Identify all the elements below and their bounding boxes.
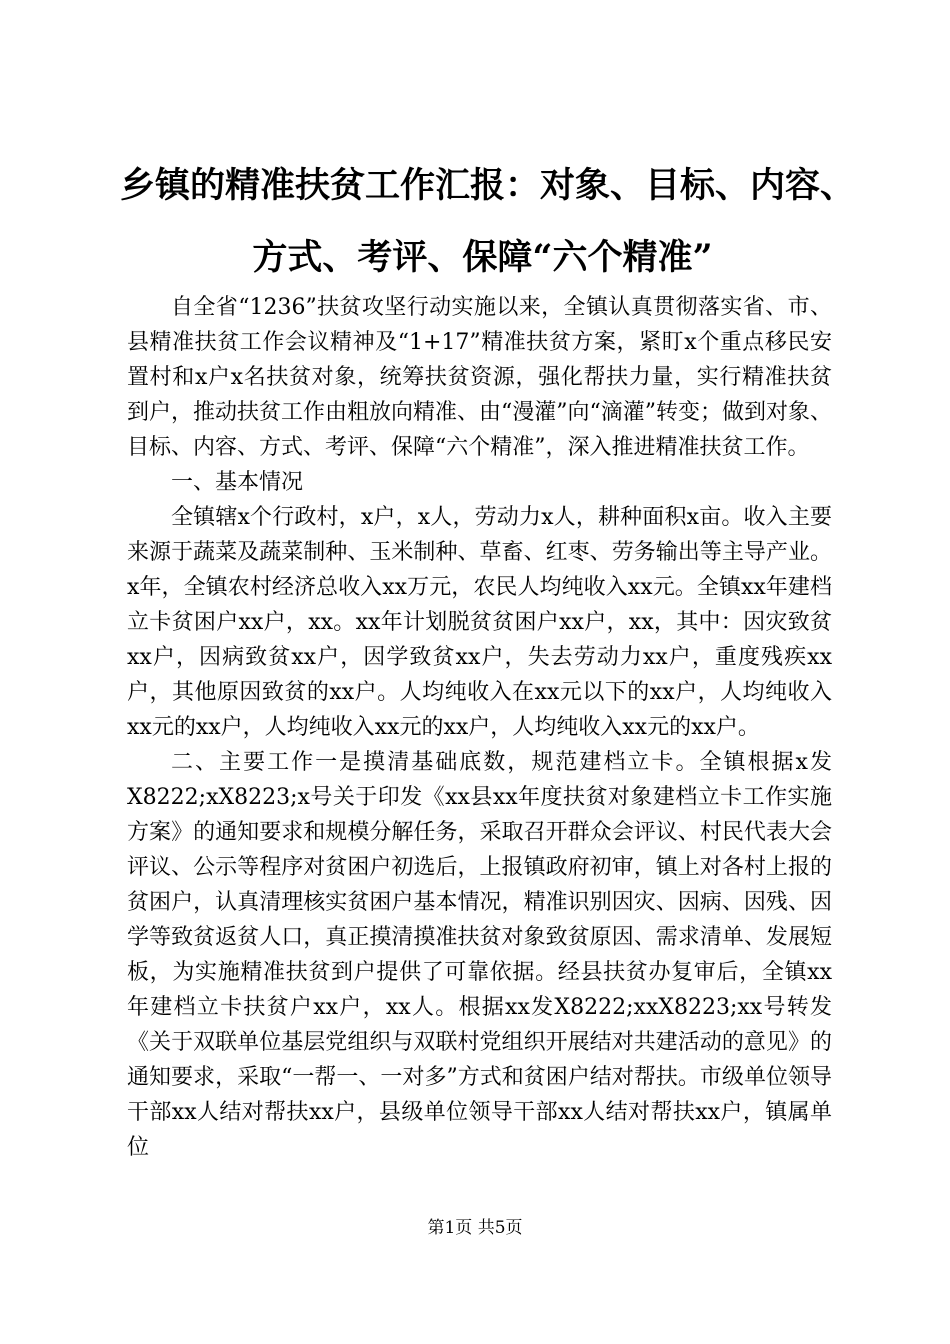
title-line-2: 方式、考评、保障“六个精准” bbox=[252, 237, 713, 278]
title-line-1: 乡镇的精准扶贫工作汇报：对象、目标、内容、 bbox=[120, 165, 856, 206]
page-footer: 第1页 共5页 bbox=[427, 1218, 523, 1238]
main-work-paragraph: 二、主要工作一是摸清基础底数，规范建档立卡。全镇根据x发X8222;xX8223;x号关于印发《xx县xx年度扶贫对象建档立卡工作实施方案》的通知要求和规模分解任务，采取召开群众会评议、村民代表大会评议、公示等程序对贫困户初选后，上报镇政府初审，镇上对各村上报的贫困户，认真清理核实贫困户基本情况，精准识别因灾、因病、因残、因学等致贫返贫人口，真正摸清摸准扶贫对象致贫原因、需求清单、发展短板，为实施精准扶贫到户提供了可靠依据。经县扶贫办复审后，全镇xx年建档立卡扶贫户xx户，xx人。根据xx发X8222;xxX8223;xx号转发《关于双联单位基层党组织与双联村党组织开展结对共建活动的意见》的通知要求，采取“一帮一、一对多”方式和贫困户结对帮扶。市级单位领导干部xx人结对帮扶xx户，县级单位领导干部xx人结对帮扶xx户，镇属单位 bbox=[127, 750, 832, 1160]
basic-situation-paragraph: 全镇辖x个行政村，x户，x人，劳动力x人，耕种面积x亩。收入主要来源于蔬菜及蔬菜制种、玉米制种、草畜、红枣、劳务输出等主导产业。x年，全镇农村经济总收入xx万元，农民人均纯收入xx元。全镇xx年建档立卡贫困户xx户，xx。xx年计划脱贫贫困户xx户，xx，其中：因灾致贫xx户，因病致贫xx户，因学致贫xx户，失去劳动力xx户，重度残疾xx户，其他原因致贫的xx户。人均纯收入在xx元以下的xx户，人均纯收入xx元的xx户，人均纯收入xx元的xx户，人均纯收入xx元的xx户。 bbox=[127, 505, 832, 740]
document-body bbox=[127, 290, 832, 1165]
intro-paragraph: 自全省“1236”扶贫攻坚行动实施以来，全镇认真贯彻落实省、市、县精准扶贫工作会议精神及“1+17”精准扶贫方案，紧盯x个重点移民安置村和x户x名扶贫对象，统筹扶贫资源，强化帮扶力量，实行精准扶贫到户，推动扶贫工作由粗放向精准、由“漫灌”向“滴灌”转变；做到对象、目标、内容、方式、考评、保障“六个精准”，深入推进精准扶贫工作。 bbox=[127, 295, 832, 460]
document-title bbox=[120, 150, 856, 294]
section-heading-basic: 一、基本情况 bbox=[171, 470, 304, 495]
